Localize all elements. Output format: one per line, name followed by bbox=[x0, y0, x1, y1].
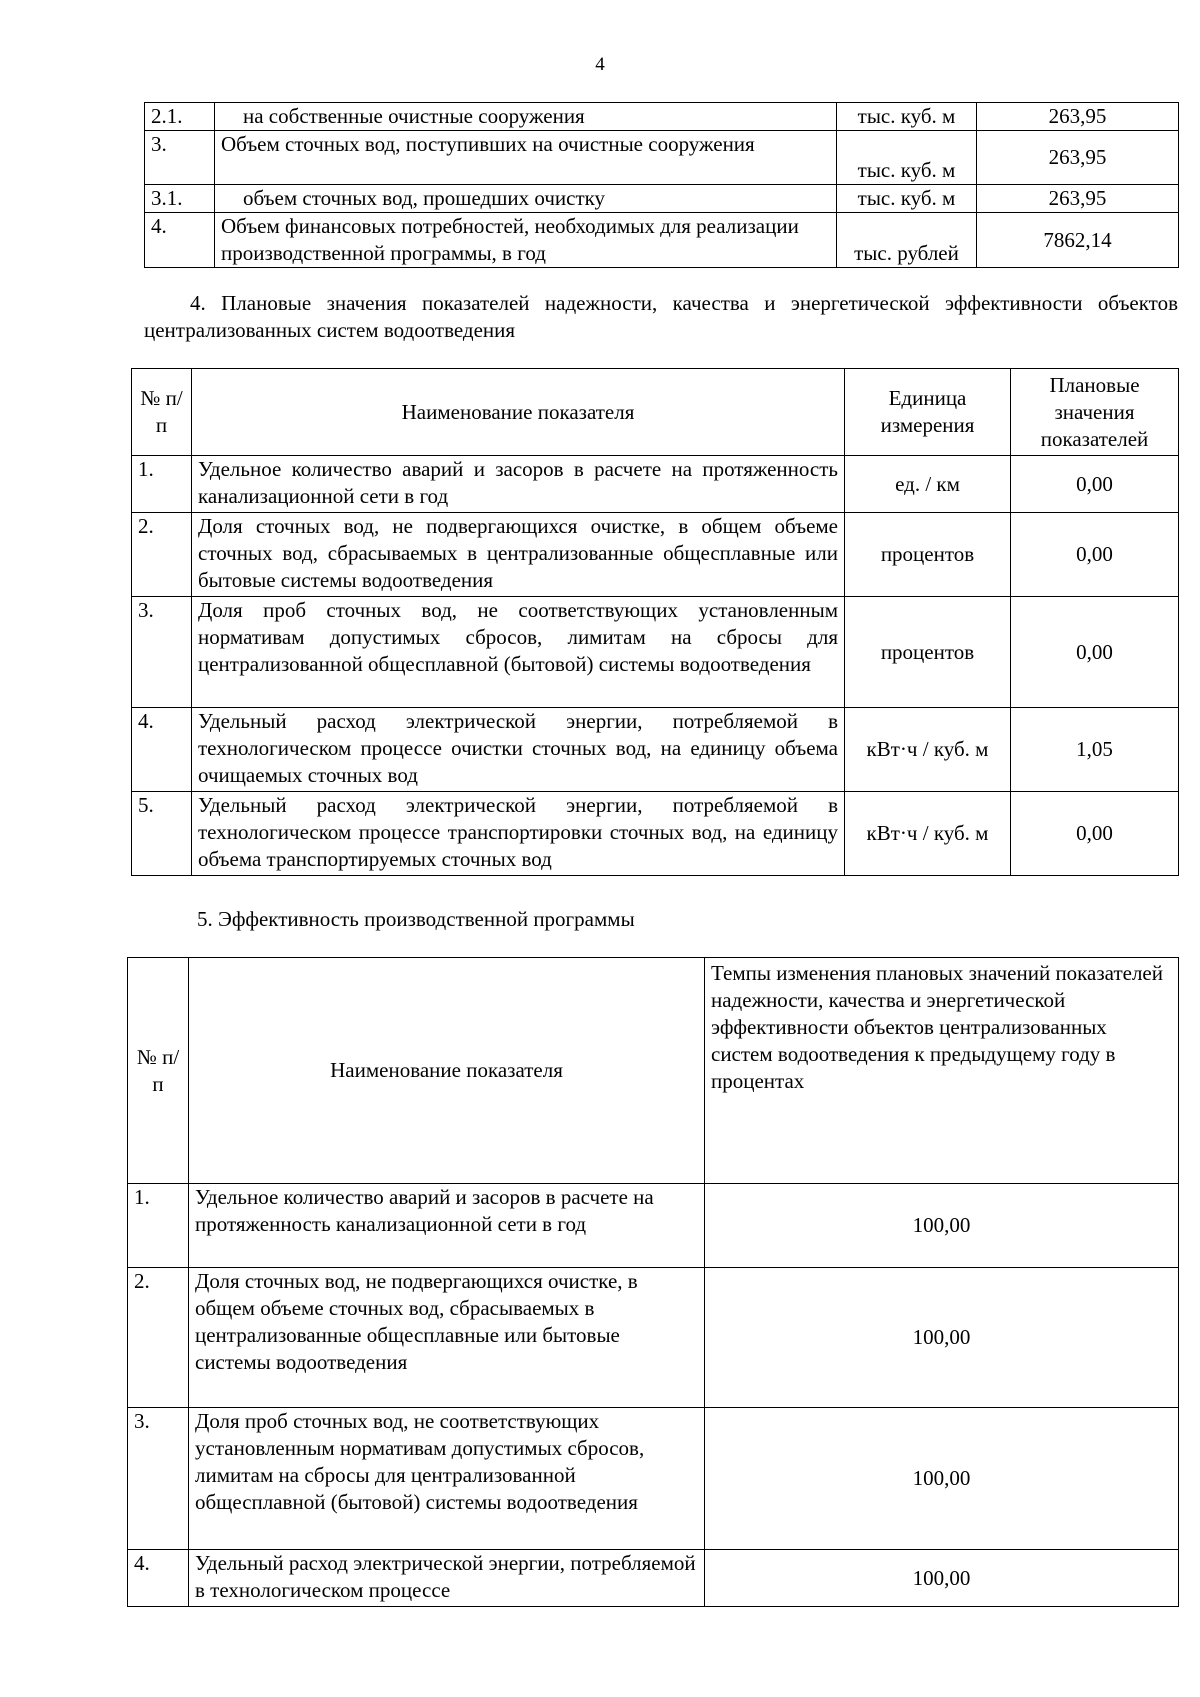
production-volume-table bbox=[144, 102, 1179, 268]
value-cell: 100,00 bbox=[705, 1550, 1179, 1607]
value-cell: 0,00 bbox=[1011, 513, 1179, 597]
table-row bbox=[132, 597, 1179, 708]
value-cell: 100,00 bbox=[705, 1408, 1179, 1550]
unit-cell: ед. / км bbox=[845, 456, 1011, 513]
row-number: 4. bbox=[132, 708, 192, 792]
indicator-name: Удельное количество аварий и засоров в расчете на протяженность канализационной сети в год bbox=[192, 456, 845, 513]
unit-cell: процентов bbox=[845, 513, 1011, 597]
unit-cell: тыс. куб. м bbox=[837, 131, 977, 185]
row-number: 4. bbox=[145, 213, 215, 268]
indicator-name: Доля сточных вод, не подвергающихся очистке, в общем объеме сточных вод, сбрасываемых в централизованные общесплавные или бытовые системы водоотведения bbox=[189, 1268, 705, 1408]
header-value: Плановые значения показателей bbox=[1011, 369, 1179, 456]
value-cell: 1,05 bbox=[1011, 708, 1179, 792]
table-row bbox=[132, 792, 1179, 876]
unit-cell: тыс. рублей bbox=[837, 213, 977, 268]
table-row bbox=[145, 103, 1179, 131]
row-number: 2.1. bbox=[145, 103, 215, 131]
row-number: 1. bbox=[128, 1184, 189, 1268]
program-efficiency-table bbox=[127, 957, 1179, 1607]
unit-cell: тыс. куб. м bbox=[837, 103, 977, 131]
indicator-name: Доля проб сточных вод, не соответствующих установленным нормативам допустимых сбросов, лимитам на сбросы для централизованной общесплавной (бытовой) системы водоотведения bbox=[192, 597, 845, 708]
row-number: 3. bbox=[145, 131, 215, 185]
header-name: Наименование показателя bbox=[189, 958, 705, 1184]
header-number: № п/п bbox=[128, 958, 189, 1184]
value-cell: 0,00 bbox=[1011, 597, 1179, 708]
indicator-name: Объем сточных вод, поступивших на очистные сооружения bbox=[215, 131, 837, 185]
table-header-row bbox=[132, 369, 1179, 456]
indicator-name: Доля проб сточных вод, не соответствующих установленным нормативам допустимых сбросов, лимитам на сбросы для централизованной общесплавной (бытовой) системы водоотведения bbox=[189, 1408, 705, 1550]
table-row bbox=[132, 708, 1179, 792]
table-row bbox=[132, 456, 1179, 513]
header-unit: Единица измерения bbox=[845, 369, 1011, 456]
header-name: Наименование показателя bbox=[192, 369, 845, 456]
page-number: 4 bbox=[595, 54, 605, 75]
reliability-indicators-table bbox=[131, 368, 1179, 876]
unit-cell: кВт·ч / куб. м bbox=[845, 792, 1011, 876]
unit-cell: кВт·ч / куб. м bbox=[845, 708, 1011, 792]
indicator-name: на собственные очистные сооружения bbox=[215, 103, 837, 131]
value-cell: 100,00 bbox=[705, 1268, 1179, 1408]
indicator-name: объем сточных вод, прошедших очистку bbox=[215, 185, 837, 213]
value-cell: 263,95 bbox=[977, 131, 1179, 185]
unit-cell: процентов bbox=[845, 597, 1011, 708]
table-row bbox=[128, 1550, 1179, 1607]
row-number: 1. bbox=[132, 456, 192, 513]
section-4-heading: 4. Плановые значения показателей надежности, качества и энергетической эффективности объектов централизованных систем водоотведения bbox=[144, 291, 1178, 342]
value-cell: 263,95 bbox=[977, 185, 1179, 213]
header-number: № п/п bbox=[132, 369, 192, 456]
indicator-name: Удельный расход электрической энергии, потребляемой в технологическом процессе bbox=[189, 1550, 705, 1607]
row-number: 3. bbox=[132, 597, 192, 708]
table-row bbox=[132, 513, 1179, 597]
row-number: 3.1. bbox=[145, 185, 215, 213]
indicator-name: Удельный расход электрической энергии, потребляемой в технологическом процессе транспортировки сточных вод, на единицу объема транспортируемых сточных вод bbox=[192, 792, 845, 876]
header-value: Темпы изменения плановых значений показателей надежности, качества и энергетической эффективности объектов централизованных систем водоотведения к предыдущему году в процентах bbox=[705, 958, 1179, 1184]
section-5-heading: 5. Эффективность производственной программы bbox=[197, 907, 635, 931]
indicator-name: Объем финансовых потребностей, необходимых для реализации производственной программы, в год bbox=[215, 213, 837, 268]
value-cell: 7862,14 bbox=[977, 213, 1179, 268]
row-number: 3. bbox=[128, 1408, 189, 1550]
value-cell: 0,00 bbox=[1011, 792, 1179, 876]
indicator-name: Удельное количество аварий и засоров в расчете на протяженность канализационной сети в год bbox=[189, 1184, 705, 1268]
value-cell: 0,00 bbox=[1011, 456, 1179, 513]
table-header-row bbox=[128, 958, 1179, 1184]
table-row bbox=[128, 1268, 1179, 1408]
table-row bbox=[145, 131, 1179, 185]
value-cell: 100,00 bbox=[705, 1184, 1179, 1268]
indicator-name: Доля сточных вод, не подвергающихся очистке, в общем объеме сточных вод, сбрасываемых в централизованные общесплавные или бытовые системы водоотведения bbox=[192, 513, 845, 597]
table-row bbox=[128, 1184, 1179, 1268]
row-number: 2. bbox=[132, 513, 192, 597]
unit-cell: тыс. куб. м bbox=[837, 185, 977, 213]
table-row bbox=[145, 185, 1179, 213]
row-number: 2. bbox=[128, 1268, 189, 1408]
row-number: 5. bbox=[132, 792, 192, 876]
row-number: 4. bbox=[128, 1550, 189, 1607]
value-cell: 263,95 bbox=[977, 103, 1179, 131]
table-row bbox=[145, 213, 1179, 268]
indicator-name: Удельный расход электрической энергии, потребляемой в технологическом процессе очистки сточных вод, на единицу объема очищаемых сточных вод bbox=[192, 708, 845, 792]
table-row bbox=[128, 1408, 1179, 1550]
